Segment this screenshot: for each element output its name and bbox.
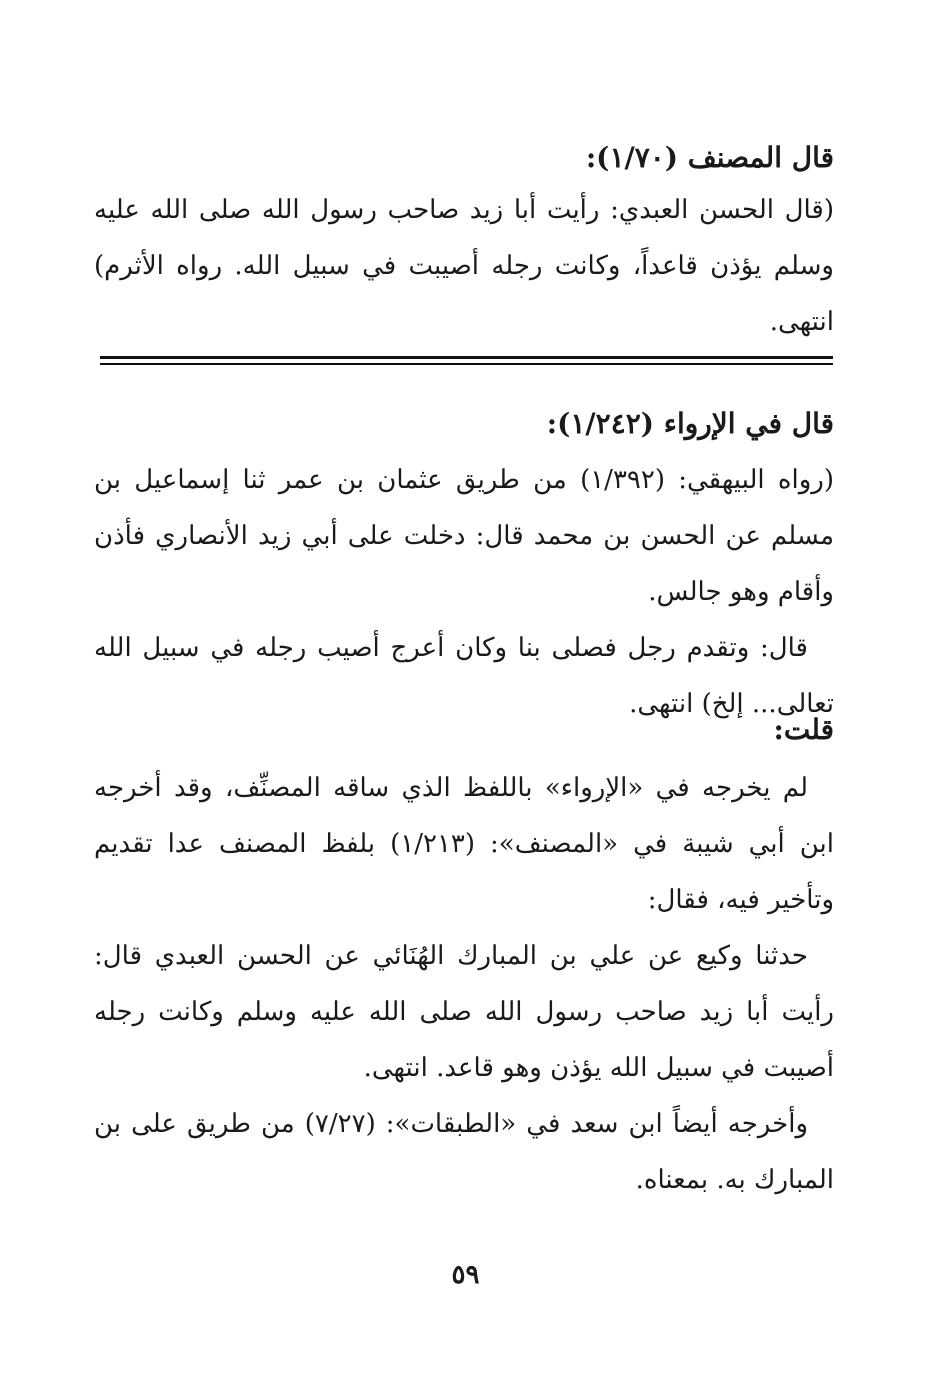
section3-paragraph-1: لم يخرجه في «الإرواء» باللفظ الذي ساقه المصنِّف، وقد أخرجه ابن أبي شيبة في «المصنف»: (١/٢١٣) بلفظ المصنف عدا تقديم وتأخير فيه، فقال: — [94, 773, 834, 915]
section3-heading: قلت: — [773, 713, 834, 746]
page-number: ٥٩ — [451, 1260, 480, 1290]
separator-rule-bottom — [100, 363, 833, 365]
section2-body — [94, 452, 834, 732]
section2-paragraph-2: قال: وتقدم رجل فصلى بنا وكان أعرج أصيب رجله في سبيل الله تعالى... إلخ) انتهى. — [94, 633, 834, 719]
section1-heading: قال المصنف (١/٧٠): — [585, 141, 834, 174]
section2-paragraph-1: (رواه البيهقي: (١/٣٩٢) من طريق عثمان بن عمر ثنا إسماعيل بن مسلم عن الحسن بن محمد قال: دخلت على أبي زيد الأنصاري فأذن وأقام وهو جالس. — [94, 465, 834, 607]
section3-paragraph-2: حدثنا وكيع عن علي بن المبارك الهُنَائي عن الحسن العبدي قال: رأيت أبا زيد صاحب رسول الله صلى الله عليه وسلم وكانت رجله أصيبت في سبيل الله يؤذن وهو قاعد. انتهى. — [94, 941, 834, 1083]
section3-paragraph-3: وأخرجه أيضاً ابن سعد في «الطبقات»: (٧/٢٧) من طريق على بن المبارك به. بمعناه. — [94, 1109, 834, 1195]
section1-body — [94, 182, 834, 350]
separator-rule-top — [100, 356, 833, 359]
section3-body — [94, 760, 834, 1208]
section1-paragraph-1: (قال الحسن العبدي: رأيت أبا زيد صاحب رسول الله صلى الله عليه وسلم يؤذن قاعداً، وكانت رجله أصيبت في سبيل الله. رواه الأثرم) انتهى. — [94, 195, 835, 337]
section2-heading: قال في الإرواء (١/٢٤٢): — [546, 407, 834, 440]
